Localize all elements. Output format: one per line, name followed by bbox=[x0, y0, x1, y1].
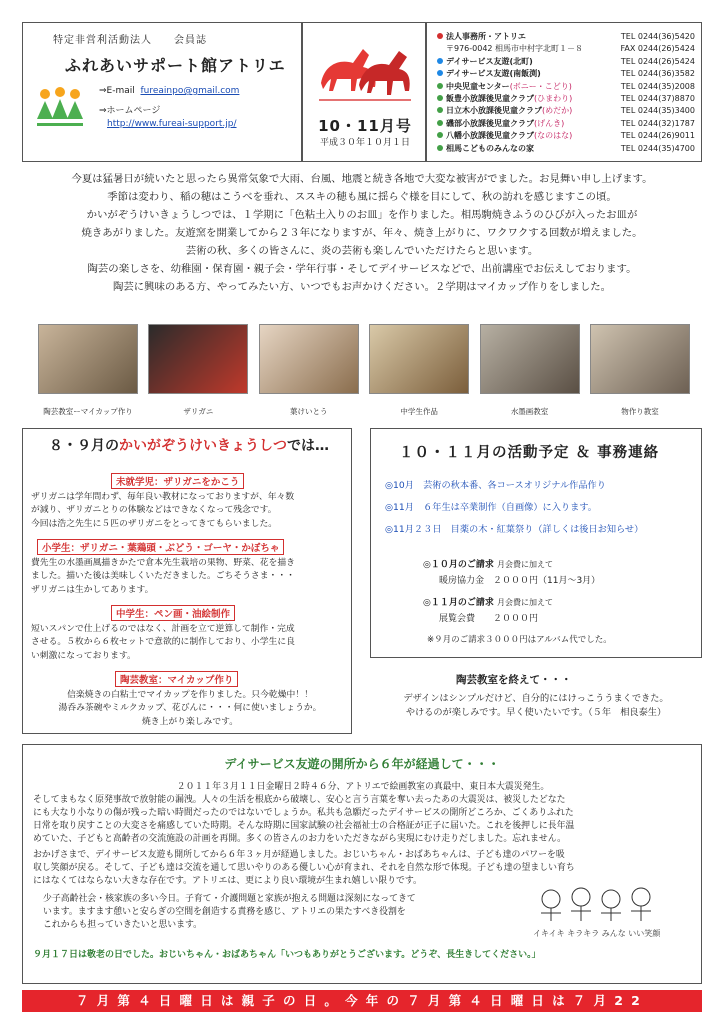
bill-october-item: 暖房協力金 ２０００円（11月～3月） bbox=[439, 576, 601, 586]
homepage-label: ⇒ホームページ bbox=[99, 105, 161, 116]
section-text-elementary bbox=[31, 557, 349, 597]
contact-info bbox=[99, 85, 239, 132]
plan-item: ◎11月 ６年生は卒業制作（自画像）に入ります。 bbox=[385, 502, 597, 513]
issue-number: 10・11月号 bbox=[318, 117, 412, 135]
children-drawing-icon bbox=[529, 883, 679, 941]
text-line: います。ますます憩いと安らぎの空間を創造する責務を感じ、アトリエの果たすべき役割を bbox=[43, 907, 406, 917]
header-issue-box bbox=[302, 22, 426, 162]
section-text-preschool bbox=[31, 491, 349, 531]
bill-november-title: ◎１１月のご請求 月会費に加えて bbox=[423, 598, 553, 608]
bullet-icon bbox=[437, 118, 446, 130]
text-line: 収し笑顔が戻る。そして、子ども達は交流を通して思いやりのある優しい心が育まれ、それを自然な形で体現。子ども達の望ましい育ち bbox=[33, 863, 575, 873]
photo-item bbox=[480, 324, 580, 424]
text-line: かいがぞうけいきょうしつでは、１学期に「色粘土入りのお皿」を作りました。相馬駒焼きふうのひびが入ったお皿が bbox=[86, 209, 638, 221]
art-class-title: ８・９月のかいがぞうけいきょうしつでは… bbox=[49, 438, 329, 454]
bullet-icon bbox=[437, 68, 446, 80]
pottery-comment-title: 陶芸教室を終えて・・・ bbox=[456, 674, 572, 686]
section-text-junior-high bbox=[31, 623, 349, 663]
pottery-comment-text bbox=[376, 692, 696, 720]
office-phone: TEL 0244(35)3400 bbox=[620, 106, 695, 116]
text-line: 陶芸に興味のある方、やってみたい方、いつでもお声かけください。２学期はマイカップ作りをしました。 bbox=[112, 281, 612, 293]
homepage-link[interactable]: http://www.fureai-support.jp/ bbox=[107, 119, 237, 129]
photo-caption: 物作り教室 bbox=[621, 407, 659, 416]
photo-caption: 水墨画教室 bbox=[510, 407, 549, 416]
text-line: 日常を取り戻すことの大変さを痛感していた時期。そんな時期に国家試験の社会福祉士の合格証が正子に届いた。これを後押しに長年温 bbox=[33, 821, 575, 831]
text-line: ２０１１年３月１１日金曜日２時４６分、アトリエで絵画教室の真最中、東日本大震災発生。 bbox=[176, 782, 550, 792]
office-directory bbox=[426, 22, 702, 162]
office-phone: TEL 0244(26)5424 bbox=[620, 56, 695, 66]
email-link[interactable]: fureainpo@gmail.com bbox=[140, 86, 240, 96]
section-tag-preschool: 未就学児：ザリガニをかこう bbox=[111, 473, 244, 489]
photo-item bbox=[590, 324, 690, 424]
bill-november-item: 展覧会費 ２０００円 bbox=[439, 614, 539, 624]
photo-image bbox=[369, 324, 469, 394]
text-line: にも大なり小なりの傷が残った暗い時間だったのではないでしょうか。私共も急願だったデイサービスの開所どころか、ごくありふれた bbox=[33, 808, 574, 818]
office-name: 八幡小放課後児童クラブ(なのはな) bbox=[446, 131, 573, 141]
office-row bbox=[437, 43, 695, 55]
office-phone: TEL 0244(32)1787 bbox=[620, 118, 695, 128]
text-line: デザインはシンプルだけど、自分的にはけっこううまくできた。 bbox=[403, 693, 669, 704]
text-line: 焼きあがりました。友遊窯を開業してから２３年になりますが、年々、焼き上がりに、ワクワクする回数が増えました。 bbox=[81, 227, 643, 239]
schedule-box bbox=[370, 428, 702, 658]
office-name: 相馬こどものみんなの家 bbox=[446, 143, 534, 153]
photo-item bbox=[369, 324, 469, 424]
section-tag-pottery: 陶芸教室：マイカップ作り bbox=[115, 671, 238, 687]
bullet-icon bbox=[437, 130, 446, 142]
office-name: 〒976-0042 相馬市中村字北町１－８ bbox=[446, 44, 584, 54]
issue-date: 平成３０年１０月１日 bbox=[319, 138, 410, 148]
text-line: 費先生の水墨画風描きかたで倉本先生栽培の果物、野菜、花を描き bbox=[31, 558, 295, 568]
text-line: 短いスパンで仕上げるのではなく、計画を立て逆算して制作・完成 bbox=[31, 624, 295, 634]
section-tag-junior-high: 中学生：ペン画・油絵制作 bbox=[111, 605, 235, 621]
photo-caption: 中学生作品 bbox=[400, 407, 438, 416]
text-line: ザリガニは生かしてあります。 bbox=[31, 584, 154, 595]
office-phone: TEL 0244(36)3582 bbox=[620, 69, 695, 79]
org-logo-icon bbox=[31, 83, 89, 131]
office-phone: TEL 0244(35)4700 bbox=[620, 143, 695, 153]
office-row bbox=[437, 118, 695, 130]
horses-logo-icon bbox=[313, 35, 417, 105]
text-line: 焼き上がり楽しみです。 bbox=[141, 716, 239, 727]
text-line: おかげさまで、デイサービス友遊も開所してから６年３ヶ月が経過しました。おじいちゃん・おばあちゃんは、子ども達のパワーを吸 bbox=[33, 850, 565, 860]
office-phone: TEL 0244(36)5420 bbox=[620, 32, 695, 41]
photo-strip bbox=[38, 324, 690, 424]
section-text-pottery bbox=[31, 689, 349, 729]
bullet-icon bbox=[437, 56, 446, 68]
office-phone: FAX 0244(26)5424 bbox=[620, 44, 695, 54]
text-line: これからも担っていきたいと思います。 bbox=[43, 920, 203, 930]
text-line: 今夏は猛暑日が続いたと思ったら異常気象で大雨、台風、地震と続き各地で大変な被害がでました。お見舞い申し上げます。 bbox=[71, 173, 653, 185]
office-name: 中央児童センター(ボニー・こどり) bbox=[446, 81, 572, 91]
art-class-report bbox=[22, 428, 352, 734]
article-paragraph-3 bbox=[43, 893, 483, 932]
office-row bbox=[437, 31, 695, 43]
plan-item: ◎11月２３日 目薬の木・紅葉祭り（詳しくは後日お知らせ） bbox=[385, 524, 644, 535]
office-phone: TEL 0244(26)9011 bbox=[620, 131, 695, 141]
office-row bbox=[437, 81, 695, 93]
schedule-title: １０・１１月の活動予定 ＆ 事務連絡 bbox=[399, 445, 660, 461]
office-name: 日立木小放課後児童クラブ(めだか) bbox=[446, 106, 573, 116]
text-line: 芸術の秋、多くの皆さんに、炎の芸術も楽しんでいただけたらと思います。 bbox=[185, 245, 539, 257]
bullet-icon bbox=[437, 81, 446, 93]
email-label: ⇒E-mail bbox=[99, 86, 135, 96]
office-row bbox=[437, 68, 695, 80]
text-line: い刺激になっております。 bbox=[31, 650, 136, 661]
office-name: 磯部小放課後児童クラブ(げんき) bbox=[446, 118, 565, 128]
bullet-icon bbox=[437, 105, 446, 117]
text-line: 信楽焼きの白粘土でマイカップを作りました。只今乾燥中！！ bbox=[67, 690, 313, 700]
bill-october-title: ◎１０月のご請求 月会費に加えて bbox=[423, 560, 553, 570]
plan-item: ◎10月 芸術の秋本番、各コースオリジナル作品作り bbox=[385, 480, 606, 491]
office-name: デイサービス友遊(南飯渕) bbox=[446, 69, 541, 79]
photo-caption: ザリガニ bbox=[183, 407, 214, 416]
photo-item bbox=[148, 324, 248, 424]
bill-note: ※９月のご請求３０００円はアルバム代でした。 bbox=[427, 635, 612, 645]
footer-banner: ７月第４日曜日は親子の日。今年の７月第４日曜日は７月22 bbox=[22, 990, 702, 1012]
header-org-box bbox=[22, 22, 302, 162]
text-line: が減り、ザリガニとりの体験などはできなくなって残念です。 bbox=[31, 505, 277, 516]
org-subtitle: 特定非営利活動法人 会員誌 bbox=[53, 35, 207, 46]
bullet-icon bbox=[437, 93, 446, 105]
office-row bbox=[437, 93, 695, 105]
photo-caption: 葉けいとう bbox=[290, 407, 328, 416]
bullet-icon bbox=[437, 31, 446, 43]
office-row bbox=[437, 130, 695, 142]
office-row bbox=[437, 105, 695, 117]
text-line: 少子高齢社会・核家族の多い今日。子育て・介護問題と家族が抱える問題は深刻になってきて bbox=[43, 894, 416, 904]
photo-item bbox=[259, 324, 359, 424]
drawing-caption: イキイキ キラキラ みんな いい笑顔 bbox=[533, 929, 661, 938]
section-tag-elementary: 小学生：ザリガニ・葉鶏頭・ぶどう・ゴーヤ・かぼちゃ bbox=[37, 539, 284, 555]
photo-image bbox=[38, 324, 138, 394]
bullet-icon bbox=[437, 43, 446, 55]
text-line: ました。描いた後は美味しくいただきました。ごちそうさま・・・ bbox=[31, 571, 295, 582]
office-phone: TEL 0244(35)2008 bbox=[620, 81, 695, 91]
respect-aged-day-note: ９月１７日は敬老の日でした。おじいちゃん・おばあちゃん「いつもありがとうございます。どうぞ、長生きしてください。」 bbox=[33, 950, 541, 960]
org-name: ふれあいサポート館アトリエ bbox=[65, 56, 286, 75]
text-line: 今回は浩之先生に５匹のザリガニをとってきてもらいました。 bbox=[31, 518, 278, 529]
office-row bbox=[437, 56, 695, 68]
text-line: ザリガニは学年問わず、毎年良い教材になっておりますが、年々数 bbox=[31, 492, 295, 502]
text-line: やけるのが楽しみです。早く使いたいです。（５年 相良泰生） bbox=[405, 707, 667, 718]
bullet-icon bbox=[437, 143, 446, 155]
article-paragraph-1 bbox=[33, 781, 693, 846]
office-row bbox=[437, 143, 695, 155]
photo-item bbox=[38, 324, 138, 424]
text-line: 季節は変わり、稲の穂はこうべを垂れ、ススキの穂も風に揺らぐ様を目にして、秋の訪れを感じますこの頃。 bbox=[107, 191, 617, 203]
text-line: させる。５枚から６枚セットで意欲的に制作しており、小学生に良 bbox=[31, 637, 295, 648]
photo-caption: 陶芸教室ーマイカップ作り bbox=[43, 407, 133, 416]
text-line: にはなくてはならない大きな存在です。アトリエは、更により良い環境が生まれ嬉しい限りです。 bbox=[33, 876, 422, 886]
text-line: 陶芸の楽しさを、幼稚園・保育園・親子会・学年行事・そしてデイサービスなどで、出前講座でお伝えしております。 bbox=[87, 263, 637, 275]
text-line: めていた、子どもと高齢者の交流施設の計画を再開。多くの皆さんのお力をいただきながら実現にむけ走りだしました。忘れません。 bbox=[33, 834, 567, 844]
intro-text bbox=[22, 170, 702, 296]
text-line: 湯呑み茶碗やミルクカップ、花びんに・・・何に使いましょうか。 bbox=[58, 703, 322, 714]
photo-image bbox=[480, 324, 580, 394]
dayservice-article bbox=[22, 744, 702, 984]
office-name: デイサービス友遊(北町) bbox=[446, 56, 533, 66]
office-phone: TEL 0244(37)8870 bbox=[620, 94, 695, 104]
office-name: 法人事務所・アトリエ bbox=[446, 32, 526, 41]
dayservice-title: デイサービス友遊の開所から６年が経過して・・・ bbox=[224, 757, 500, 771]
photo-image bbox=[590, 324, 690, 394]
text-line: そしてまもなく原発事故で放射能の漏洩。人々の生活を根底から破壊し、安心と言う言葉を奪い去ったあの大震災は、被災したどなた bbox=[33, 795, 566, 805]
office-name: 飯豊小放課後児童クラブ(ひまわり) bbox=[446, 94, 573, 104]
photo-image bbox=[259, 324, 359, 394]
photo-image bbox=[148, 324, 248, 394]
